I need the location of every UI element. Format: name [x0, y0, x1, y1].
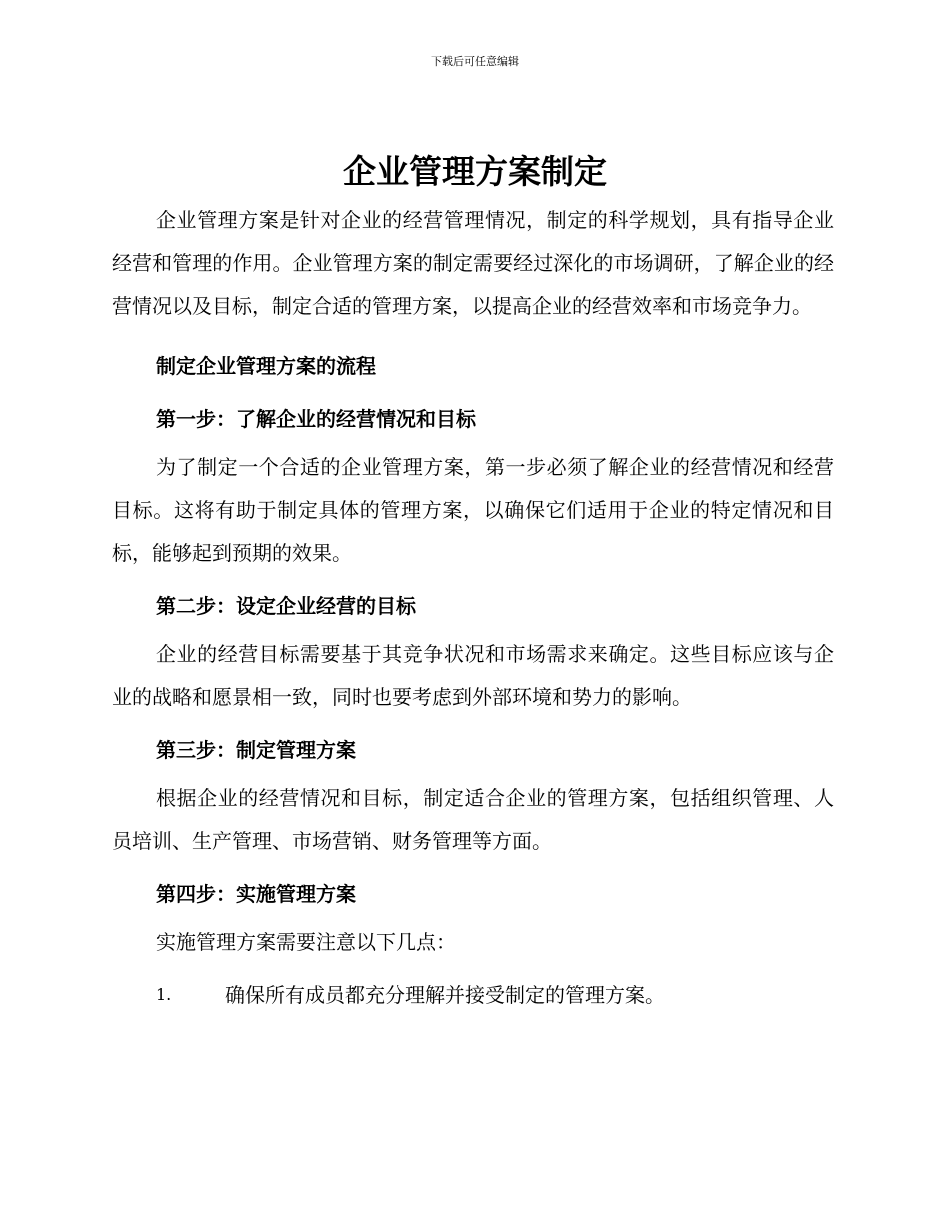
list-item-number: 1. — [156, 985, 172, 1004]
list-item-text: 确保所有成员都充分理解并接受制定的管理方案。 — [225, 983, 665, 1007]
document-title: 企业管理方案制定 — [343, 152, 607, 191]
step-2-heading: 第二步：设定企业经营的目标 — [156, 594, 416, 618]
step-3-heading: 第三步：制定管理方案 — [156, 738, 356, 762]
process-heading: 制定企业管理方案的流程 — [156, 354, 376, 378]
step-4-heading: 第四步：实施管理方案 — [156, 882, 356, 906]
header-note: 下载后可任意编辑 — [431, 55, 519, 68]
document-body — [112, 199, 834, 1010]
step-1-heading: 第一步：了解企业的经营情况和目标 — [156, 407, 476, 431]
step-1-paragraph: 为了制定一个合适的企业管理方案，第一步必须了解企业的经营情况和经营目标。这将有助于制定具体的管理方案，以确保它们适用于企业的特定情况和目标，能够起到预期的效果。 — [112, 455, 834, 565]
step-2-paragraph: 企业的经营目标需要基于其竞争状况和市场需求来确定。这些目标应该与企业的战略和愿景相一致，同时也要考虑到外部环境和势力的影响。 — [112, 642, 834, 709]
list-item — [112, 980, 834, 1010]
step-4-paragraph: 实施管理方案需要注意以下几点： — [156, 930, 456, 954]
step-3-paragraph: 根据企业的经营情况和目标，制定适合企业的管理方案，包括组织管理、人员培训、生产管理、市场营销、财务管理等方面。 — [112, 786, 834, 853]
intro-paragraph: 企业管理方案是针对企业的经营管理情况，制定的科学规划，具有指导企业经营和管理的作用。企业管理方案的制定需要经过深化的市场调研，了解企业的经营情况以及目标，制定合适的管理方案，以提高企业的经营效率和市场竞争力。 — [112, 208, 834, 318]
